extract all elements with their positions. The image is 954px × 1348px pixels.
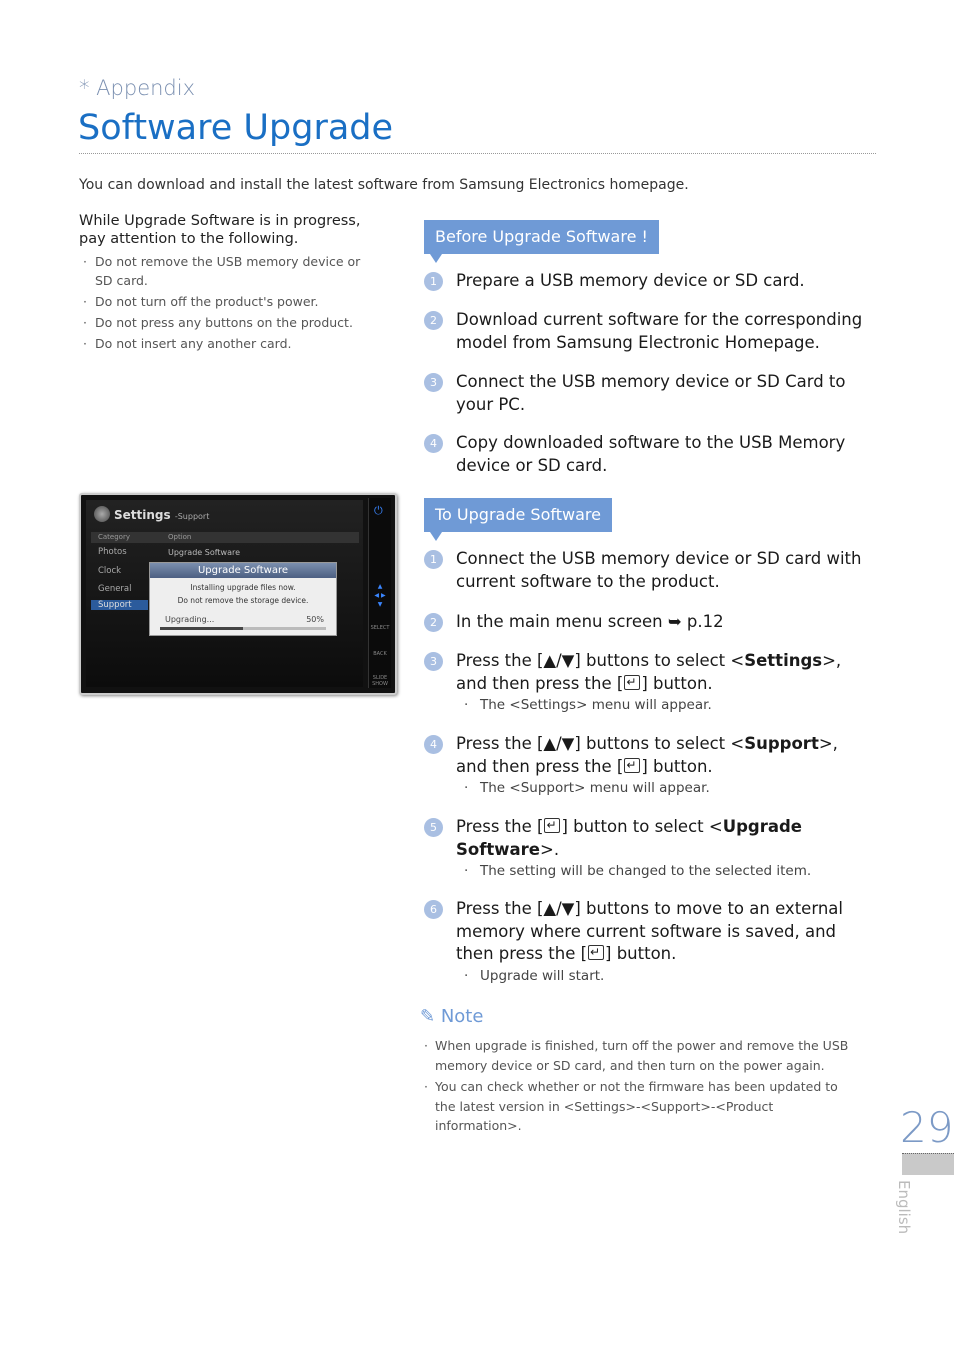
popup-warning: Do not remove the storage device.: [177, 596, 309, 605]
pencil-icon: ✎: [420, 1006, 436, 1027]
upgrade-step-3: [424, 650, 874, 713]
step-text: Press the [▲/▼] buttons to move to an external memory where current software is saved, and then press the [↵ ] button.: [456, 898, 874, 966]
step-note: · The setting will be changed to the selected item.: [464, 863, 874, 879]
upgrade-step-4: [424, 733, 874, 796]
settings-keyword: Settings: [744, 651, 823, 670]
language-label: English: [895, 1180, 913, 1235]
upgrade-popup: [149, 562, 337, 636]
note-list: [424, 1036, 854, 1138]
device-subtitle: -Support: [174, 512, 210, 521]
warning-item: · Do not insert any another card.: [79, 334, 379, 353]
step-text: Connect the USB memory device or SD card with current software to the product.: [456, 549, 862, 591]
step-number: 1: [424, 272, 443, 291]
warning-heading: While Upgrade Software is in progress, pay attention to the following.: [79, 213, 361, 247]
gear-icon: [94, 506, 110, 522]
support-keyword: Support: [744, 734, 819, 753]
progress-percent: 50%: [306, 615, 324, 624]
enter-button-icon: [624, 758, 640, 773]
step-note: · The <Support> menu will appear.: [464, 780, 874, 796]
step-text: Press the [▲/▼] buttons to select <Support>, and then press the [↵ ] button.: [456, 733, 874, 778]
select-button[interactable]: SELECT: [370, 625, 390, 631]
progress-fill: [160, 627, 243, 630]
progress-bar: [160, 627, 326, 630]
step-text: Press the [↵ ] button to select <Upgrade Software>.: [456, 816, 874, 861]
upgrade-software-keyword: Upgrade Software: [456, 817, 802, 859]
step-number: 2: [424, 311, 443, 330]
warning-list: [79, 252, 379, 355]
enter-button-icon: [624, 675, 640, 690]
back-button[interactable]: BACK: [373, 651, 387, 657]
step-text: Connect the USB memory device or SD Card to your PC.: [456, 372, 846, 414]
step-text: Copy downloaded software to the USB Memory device or SD card.: [456, 433, 846, 475]
category-general[interactable]: General: [98, 584, 132, 594]
power-icon[interactable]: ⏻: [374, 504, 383, 517]
page-title: Software Upgrade: [78, 108, 394, 148]
option-header: Option: [168, 533, 192, 541]
enter-button-icon: [544, 818, 560, 833]
popup-title: Upgrade Software: [150, 563, 336, 578]
step-number: 4: [424, 434, 443, 453]
step-note: · The <Settings> menu will appear.: [464, 697, 874, 713]
intro-text: You can download and install the latest software from Samsung Electronics homepage.: [79, 177, 689, 193]
device-side-panel: [368, 498, 391, 688]
before-step-3: [424, 371, 874, 416]
step-number: 1: [424, 550, 443, 569]
device-column-header: [91, 532, 359, 543]
to-upgrade-tag: To Upgrade Software: [424, 498, 612, 532]
option-upgrade-software[interactable]: Upgrade Software: [168, 548, 241, 557]
step-number: 4: [424, 735, 443, 754]
upgrade-step-6: [424, 898, 874, 984]
step-text: Press the [▲/▼] buttons to select <Settings>, and then press the [↵ ] button.: [456, 650, 874, 695]
before-step-1: [424, 270, 874, 293]
warning-item: · Do not remove the USB memory device or SD card.: [79, 252, 379, 290]
popup-message: Installing upgrade files now.: [190, 583, 296, 592]
page-number: 29: [900, 1103, 954, 1152]
title-divider: [79, 153, 876, 154]
before-step-2: [424, 309, 874, 354]
step-text: Download current software for the corresponding model from Samsung Electronic Homepage.: [456, 310, 863, 352]
device-screen: [86, 500, 363, 687]
step-number: 5: [424, 818, 443, 837]
step-note: · Upgrade will start.: [464, 968, 874, 984]
category-support[interactable]: Support: [91, 600, 148, 610]
step-number: 3: [424, 373, 443, 392]
step-text: Prepare a USB memory device or SD card.: [456, 271, 805, 290]
step-text: In the main menu screen ➥ p.12: [456, 612, 724, 631]
enter-button-icon: [588, 945, 604, 960]
warning-item: · Do not press any buttons on the product.: [79, 313, 379, 332]
category-photos[interactable]: Photos: [98, 547, 127, 557]
step-number: 2: [424, 613, 443, 632]
category-clock[interactable]: Clock: [98, 566, 122, 576]
progress-label: Upgrading...: [165, 615, 215, 624]
device-screenshot: [79, 493, 397, 695]
upgrade-step-1: [424, 548, 874, 593]
page-tab: [902, 1153, 954, 1175]
step-number: 6: [424, 900, 443, 919]
upgrade-step-2: [424, 611, 874, 634]
note-item: · You can check whether or not the firmware has been updated to the latest version in <Settings>-<Support>-<Product information>.: [424, 1077, 854, 1136]
arrow-keys-icon[interactable]: ▲ ◀ ▶ ▼: [374, 583, 386, 608]
note-item: · When upgrade is finished, turn off the power and remove the USB memory device or SD card, and then turn on the power again.: [424, 1036, 854, 1075]
warning-item: · Do not turn off the product's power.: [79, 292, 379, 311]
before-upgrade-tag: Before Upgrade Software !: [424, 220, 659, 254]
appendix-label: * Appendix: [79, 76, 196, 100]
category-header: Category: [98, 533, 130, 541]
step-number: 3: [424, 652, 443, 671]
slideshow-button[interactable]: SLIDE SHOW: [372, 675, 388, 687]
before-step-4: [424, 432, 874, 477]
upgrade-step-5: [424, 816, 874, 879]
device-title: Settings -Support: [114, 508, 210, 522]
note-heading: ✎ Note: [420, 1006, 484, 1027]
